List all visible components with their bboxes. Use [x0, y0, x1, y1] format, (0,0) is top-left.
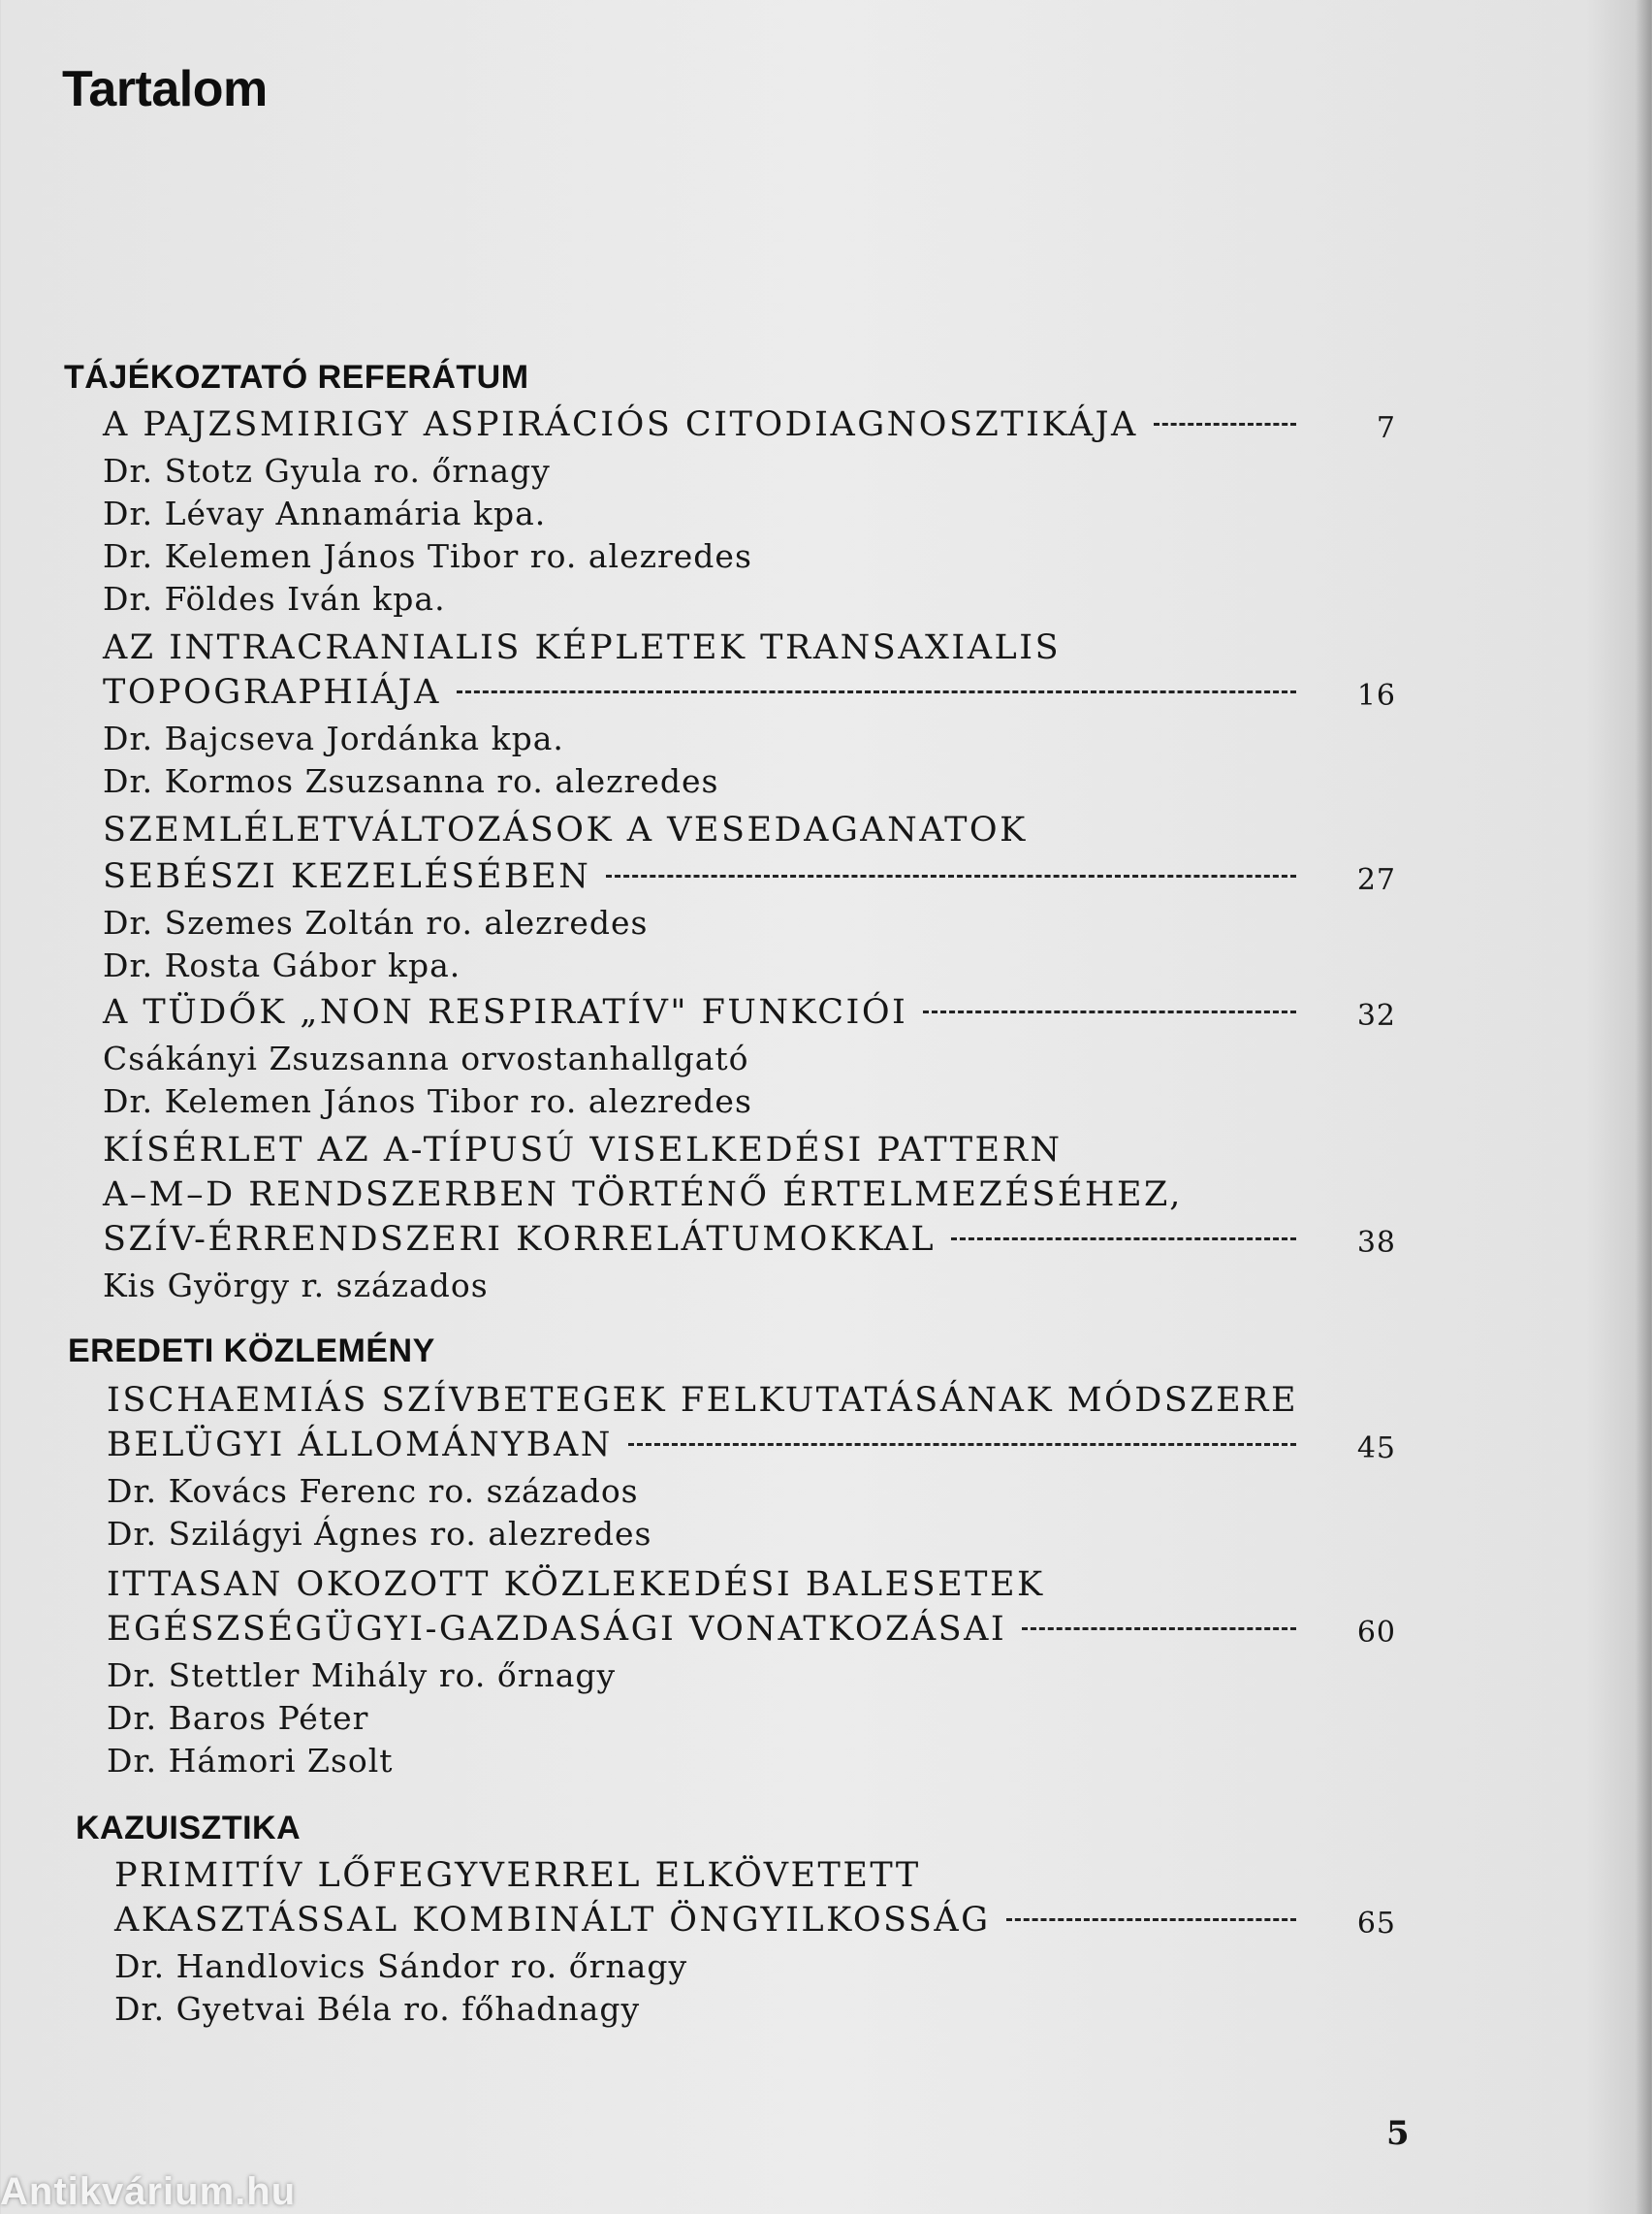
- entry-page-number: 45: [1356, 1431, 1396, 1465]
- leader-dots: [951, 1237, 1296, 1240]
- leader-dots: [606, 875, 1296, 878]
- entry-title-line: [103, 673, 1314, 712]
- section-heading: EREDETI KÖZLEMÉNY: [68, 1332, 435, 1369]
- entry-title-text: AKASZTÁSSAL KOMBINÁLT ÖNGYILKOSSÁG: [114, 1901, 991, 1940]
- section-heading: KAZUISZTIKA: [76, 1810, 302, 1846]
- page-title: Tartalom: [62, 61, 268, 117]
- entry-page-number: 32: [1356, 999, 1396, 1033]
- entry-title-line: [103, 857, 1314, 896]
- entry-title-text: SEBÉSZI KEZELÉSÉBEN: [103, 857, 591, 896]
- entry-title-text: ITTASAN OKOZOTT KÖZLEKEDÉSI BALESETEK: [107, 1565, 1045, 1604]
- entry-title-text: A TÜDŐK „NON RESPIRATÍV" FUNKCIÓI: [103, 993, 908, 1032]
- entry-title-text: SZÍV-ÉRRENDSZERI KORRELÁTUMOKKAL: [103, 1220, 937, 1259]
- entry-author: Dr. Szilágyi Ágnes ro. alezredes: [107, 1515, 652, 1553]
- entry-author: Dr. Gyetvai Béla ro. főhadnagy: [114, 1990, 641, 2028]
- entry-title-text: BELÜGYI ÁLLOMÁNYBAN: [107, 1426, 613, 1464]
- entry-title-text: TOPOGRAPHIÁJA: [103, 673, 441, 712]
- watermark-text: Antikvárium.hu: [0, 2170, 297, 2213]
- entry-author: Dr. Földes Iván kpa.: [103, 580, 446, 618]
- entry-author: Dr. Rosta Gábor kpa.: [103, 947, 461, 984]
- entry-title-line: [103, 993, 1314, 1032]
- entry-author: Dr. Lévay Annamária kpa.: [103, 495, 547, 532]
- entry-title-line: [103, 1131, 1063, 1170]
- entry-author: Dr. Handlovics Sándor ro. őrnagy: [114, 1947, 688, 1985]
- entry-title-text: EGÉSZSÉGÜGYI-GAZDASÁGI VONATKOZÁSAI: [107, 1610, 1007, 1649]
- entry-title-text: A–M–D RENDSZERBEN TÖRTÉNŐ ÉRTELMEZÉSÉHEZ,: [103, 1175, 1183, 1214]
- page-number: 5: [1386, 2114, 1410, 2153]
- leader-dots: [1022, 1627, 1296, 1630]
- entry-title-line: [107, 1426, 1314, 1464]
- entry-author: Dr. Stettler Mihály ro. őrnagy: [107, 1656, 617, 1694]
- entry-page-number: 60: [1356, 1616, 1396, 1650]
- entry-author: Dr. Bajcseva Jordánka kpa.: [103, 720, 564, 757]
- entry-title-line: [103, 405, 1314, 444]
- entry-title-line: [103, 1220, 1314, 1259]
- leader-dots: [457, 690, 1296, 693]
- entry-title-line: [103, 628, 1061, 667]
- leader-dots: [923, 1011, 1296, 1013]
- entry-title-line: [107, 1381, 1298, 1420]
- entry-author: Dr. Kormos Zsuzsanna ro. alezredes: [103, 762, 719, 800]
- entry-title-text: A PAJZSMIRIGY ASPIRÁCIÓS CITODIAGNOSZTIKÁJA: [103, 405, 1138, 444]
- entry-page-number: 65: [1356, 1907, 1396, 1941]
- entry-title-text: ISCHAEMIÁS SZÍVBETEGEK FELKUTATÁSÁNAK MÓDSZERE: [107, 1381, 1299, 1420]
- entry-title-line: [114, 1901, 1314, 1940]
- entry-author: Kis György r. százados: [103, 1267, 489, 1304]
- entry-title-text: PRIMITÍV LŐFEGYVERREL ELKÖVETETT: [114, 1856, 921, 1895]
- entry-page-number: 38: [1356, 1226, 1396, 1260]
- entry-title-line: [103, 1175, 1183, 1214]
- entry-title-line: [107, 1610, 1314, 1649]
- entry-author: Dr. Kelemen János Tibor ro. alezredes: [103, 1082, 752, 1120]
- entry-title-text: AZ INTRACRANIALIS KÉPLETEK TRANSAXIALIS: [103, 628, 1062, 667]
- entry-title-line: [114, 1856, 921, 1895]
- leader-dots: [628, 1443, 1296, 1446]
- entry-author: Dr. Szemes Zoltán ro. alezredes: [103, 904, 649, 942]
- entry-title-line: [103, 811, 1028, 850]
- entry-page-number: 16: [1356, 679, 1396, 713]
- section-heading: TÁJÉKOZTATÓ REFERÁTUM: [64, 359, 529, 396]
- entry-author: Dr. Kelemen János Tibor ro. alezredes: [103, 537, 752, 575]
- leader-dots: [1006, 1918, 1296, 1921]
- entry-author: Dr. Kovács Ferenc ro. százados: [107, 1472, 639, 1510]
- entry-page-number: 27: [1356, 863, 1396, 897]
- leader-dots: [1154, 423, 1296, 426]
- entry-author: Dr. Hámori Zsolt: [107, 1742, 394, 1780]
- entry-title-line: [107, 1565, 1045, 1604]
- entry-title-text: KÍSÉRLET AZ A-TÍPUSÚ VISELKEDÉSI PATTERN: [103, 1131, 1063, 1170]
- entry-title-text: SZEMLÉLETVÁLTOZÁSOK A VESEDAGANATOK: [103, 811, 1028, 850]
- entry-page-number: 7: [1376, 411, 1396, 445]
- entry-author: Dr. Baros Péter: [107, 1699, 369, 1737]
- entry-author: Dr. Stotz Gyula ro. őrnagy: [103, 452, 551, 490]
- entry-author: Csákányi Zsuzsanna orvostanhallgató: [103, 1040, 749, 1077]
